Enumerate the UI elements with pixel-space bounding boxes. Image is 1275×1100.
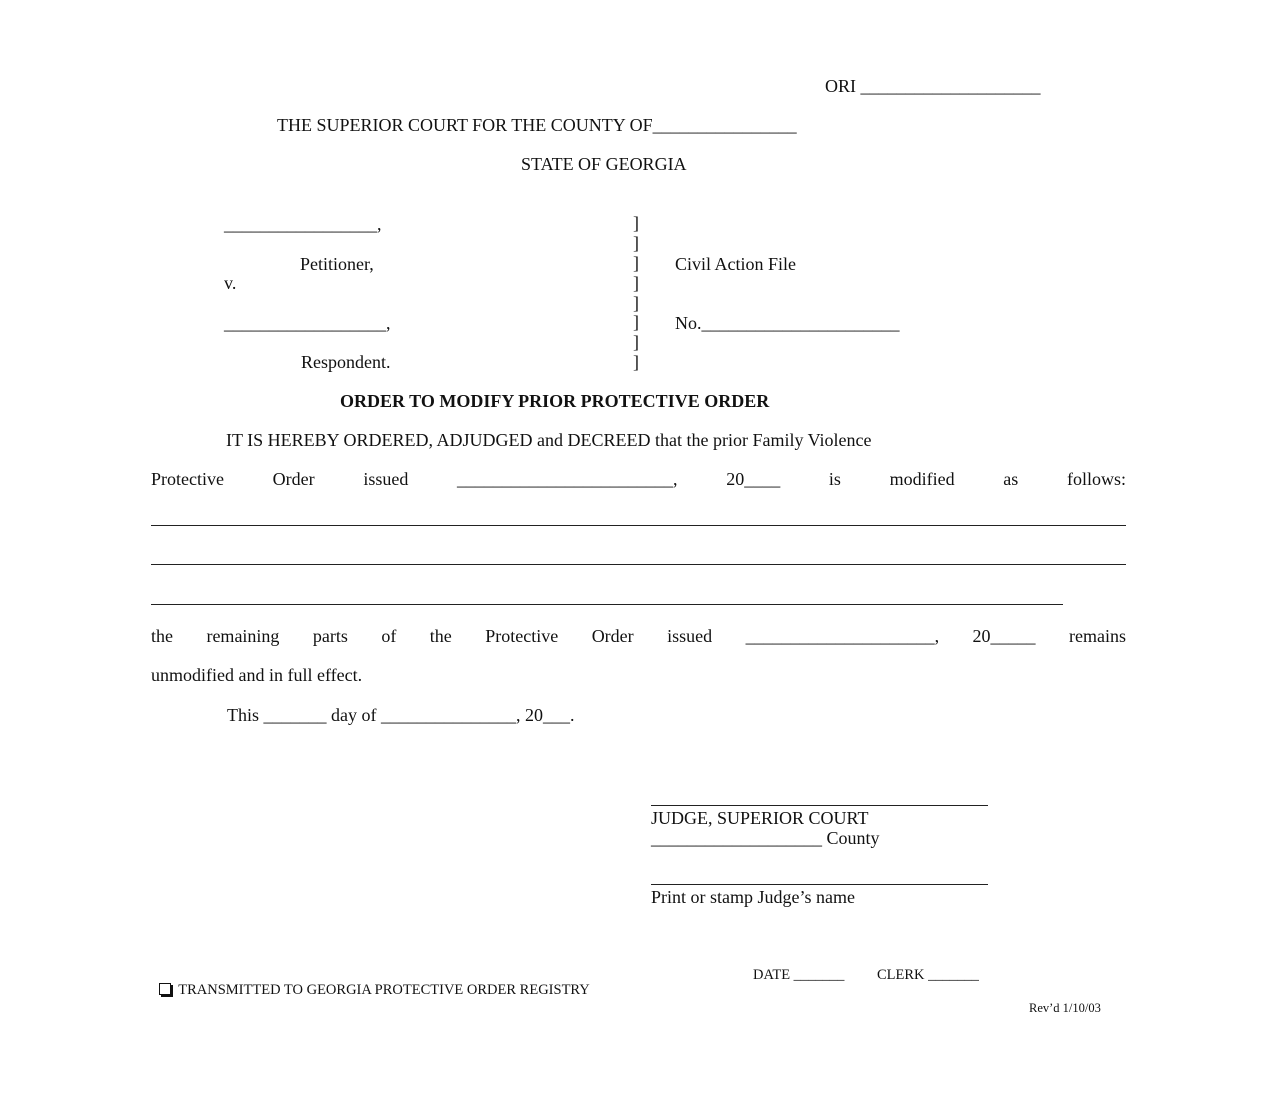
transmitted-label: TRANSMITTED TO GEORGIA PROTECTIVE ORDER REGISTRY bbox=[178, 981, 590, 998]
ori-field[interactable]: ORI ____________________ bbox=[825, 76, 1041, 96]
judge-name-line[interactable] bbox=[651, 884, 988, 885]
caption-bracket: ] bbox=[633, 273, 639, 293]
word: remaining bbox=[206, 626, 280, 646]
caption-bracket: ] bbox=[633, 213, 639, 233]
word: remains bbox=[1068, 626, 1126, 646]
transmitted-checkbox[interactable] bbox=[159, 983, 171, 995]
word: Protective bbox=[485, 626, 559, 646]
order-body-line-2 bbox=[151, 470, 1126, 488]
word: Order bbox=[272, 469, 315, 489]
modification-line-1[interactable] bbox=[151, 525, 1126, 526]
judge-signature-line[interactable] bbox=[651, 805, 988, 806]
order-body-line-4: unmodified and in full effect. bbox=[151, 665, 363, 685]
word: the bbox=[429, 626, 452, 646]
petitioner-name-field[interactable]: _________________, bbox=[224, 214, 382, 234]
court-county-line: THE SUPERIOR COURT FOR THE COUNTY OF________________ bbox=[277, 115, 797, 135]
original-order-date-field[interactable]: _____________________, bbox=[745, 626, 940, 646]
versus-label: v. bbox=[224, 273, 237, 293]
word: follows: bbox=[1066, 469, 1126, 489]
issued-date-field[interactable]: ________________________, bbox=[457, 469, 678, 489]
judge-title: JUDGE, SUPERIOR COURT bbox=[651, 808, 869, 828]
revision-date: Rev’d 1/10/03 bbox=[1029, 1001, 1101, 1015]
judge-county-field[interactable]: ___________________ County bbox=[651, 828, 880, 848]
word: of bbox=[381, 626, 397, 646]
word: Protective bbox=[151, 469, 224, 489]
state-line: STATE OF GEORGIA bbox=[521, 154, 687, 174]
transmit-date-field[interactable]: DATE _______ bbox=[753, 967, 845, 983]
modification-line-2[interactable] bbox=[151, 564, 1126, 565]
word: Order bbox=[591, 626, 634, 646]
print-judge-name-label: Print or stamp Judge’s name bbox=[651, 887, 855, 907]
respondent-label: Respondent. bbox=[301, 352, 391, 372]
word: issued bbox=[363, 469, 409, 489]
order-body-line-1: IT IS HEREBY ORDERED, ADJUDGED and DECREED that the prior Family Violence bbox=[226, 430, 872, 450]
respondent-name-field[interactable]: __________________, bbox=[224, 313, 391, 333]
transmitted-row bbox=[152, 968, 590, 997]
word: as bbox=[1003, 469, 1019, 489]
petitioner-label: Petitioner, bbox=[300, 254, 374, 274]
signing-date-line[interactable]: This _______ day of _______________, 20___. bbox=[227, 705, 575, 725]
caption-bracket: ] bbox=[633, 352, 639, 372]
document-title: ORDER TO MODIFY PRIOR PROTECTIVE ORDER bbox=[340, 391, 770, 411]
word: parts bbox=[312, 626, 348, 646]
word: is bbox=[828, 469, 841, 489]
clerk-field[interactable]: CLERK _______ bbox=[877, 967, 979, 983]
word: issued bbox=[667, 626, 713, 646]
caption-bracket: ] bbox=[633, 312, 639, 332]
caption-bracket: ] bbox=[633, 253, 639, 273]
word: modified bbox=[889, 469, 955, 489]
caption-bracket: ] bbox=[633, 233, 639, 253]
order-body-line-3 bbox=[151, 627, 1126, 645]
civil-action-file-label: Civil Action File bbox=[675, 254, 797, 274]
original-order-year-field[interactable]: 20_____ bbox=[972, 626, 1036, 646]
word: the bbox=[151, 626, 173, 646]
file-number-field[interactable]: No.______________________ bbox=[675, 313, 900, 333]
modification-line-3[interactable] bbox=[151, 604, 1063, 605]
issued-year-field[interactable]: 20____ bbox=[726, 469, 781, 489]
caption-bracket: ] bbox=[633, 293, 639, 313]
caption-bracket: ] bbox=[633, 332, 639, 352]
